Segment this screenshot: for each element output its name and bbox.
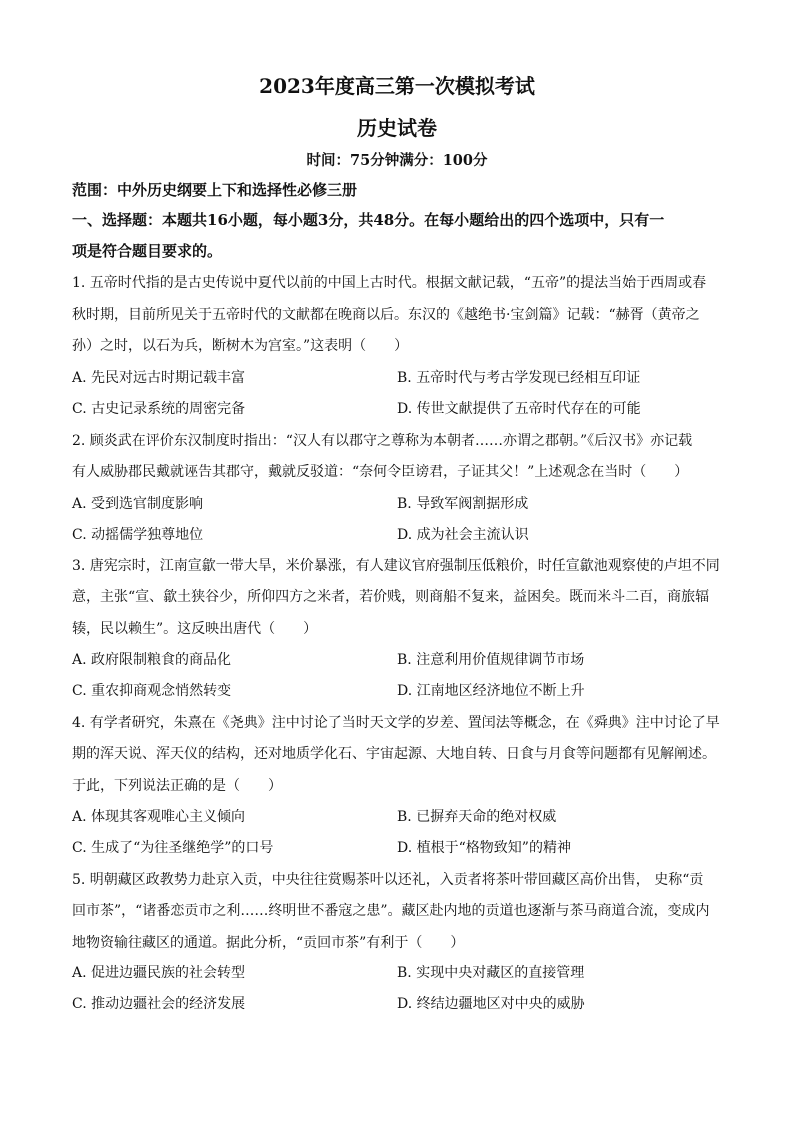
question-3-line-3: 辏，民以赖生”。这反映出唐代（ ） <box>72 621 318 637</box>
question-1-option-c: C. 古史记录系统的周密完备 <box>72 401 246 417</box>
question-1-line-1: 1. 五帝时代指的是古史传说中夏代以前的中国上古时代。根据文献记载，“五帝”的提法当始于西周或春 <box>72 275 707 291</box>
question-4-line-3: 于此，下列说法正确的是（ ） <box>72 778 282 794</box>
section-heading-line-2: 项是符合题目要求的。 <box>72 242 223 260</box>
question-2-option-a: A. 受到选官制度影响 <box>72 496 204 512</box>
question-3-option-a: A. 政府限制粮食的商品化 <box>72 652 232 668</box>
question-1-option-a: A. 先民对远古时期记载丰富 <box>72 370 246 386</box>
question-5-line-3: 地物资输往藏区的通道。据此分析，“贡回市茶”有利于（ ） <box>72 935 465 951</box>
question-4-option-a: A. 体现其客观唯心主义倾向 <box>72 809 246 825</box>
question-2-line-1: 2. 顾炎武在评价东汉制度时指出：“汉人有以郡守之尊称为本朝者……亦谓之郡朝。”《后汉书》亦记载 <box>72 433 693 449</box>
question-5-option-a: A. 促进边疆民族的社会转型 <box>72 965 246 981</box>
exam-scope: 范围：中外历史纲要上下和选择性必修三册 <box>72 181 358 199</box>
question-5-line-2: 回市茶”，“诸番恋贡市之利……终明世不番寇之患”。藏区赴内地的贡道也逐渐与茶马商道合流，变成内 <box>72 903 710 919</box>
question-3-option-c: C. 重农抑商观念悄然转变 <box>72 683 232 699</box>
question-1-line-2: 秋时期，目前所见关于五帝时代的文献都在晚商以后。东汉的《越绝书·宝剑篇》记载：“赫胥（黄帝之 <box>72 307 700 323</box>
question-1-option-d: D. 传世文献提供了五帝时代存在的可能 <box>397 401 641 417</box>
section-heading-line-1: 一、选择题：本题共16小题，每小题3分，共48分。在每小题给出的四个选项中，只有一 <box>72 211 665 229</box>
question-5-option-d: D. 终结边疆地区对中央的威胁 <box>397 996 585 1012</box>
question-5-line-1: 5. 明朝藏区政教势力赴京入贡，中央往往赏赐茶叶以还礼，入贡者将茶叶带回藏区高价出售， 史称“贡 <box>72 872 704 888</box>
exam-title: 2023年度高三第一次模拟考试 <box>259 74 535 98</box>
question-2-option-d: D. 成为社会主流认识 <box>397 527 529 543</box>
exam-subject: 历史试卷 <box>357 116 437 140</box>
question-1-option-b: B. 五帝时代与考古学发现已经相互印证 <box>397 370 641 386</box>
exam-meta: 时间：75分钟满分：100分 <box>306 152 488 169</box>
question-3-line-2: 意，主张“宣、歙土狭谷少，所仰四方之米者，若价贱，则商船不复来，益困矣。既而米斗二百，商旅辐 <box>72 589 710 605</box>
question-4-line-2: 期的浑天说、浑天仪的结构，还对地质学化石、宇宙起源、大地自转、日食与月食等问题都有见解阐述。 <box>72 746 716 762</box>
question-2-line-2: 有人威胁郡民戴就诬告其郡守，戴就反驳道：“奈何令臣谤君，子证其父！”上述观念在当时（ ） <box>72 464 689 480</box>
question-4-option-c: C. 生成了“为往圣继绝学”的口号 <box>72 840 274 856</box>
question-5-option-b: B. 实现中央对藏区的直接管理 <box>397 965 585 981</box>
question-4-option-b: B. 已摒弃天命的绝对权威 <box>397 809 557 825</box>
question-1-line-3: 孙）之时，以石为兵，断树木为宫室。”这表明（ ） <box>72 338 409 354</box>
question-3-option-b: B. 注意利用价值规律调节市场 <box>397 652 585 668</box>
question-2-option-c: C. 动摇儒学独尊地位 <box>72 527 204 543</box>
question-3-line-1: 3. 唐宪宗时，江南宣歙一带大旱，米价暴涨，有人建议官府强制压低粮价，时任宣歙池观察使的卢坦不同 <box>72 558 720 574</box>
question-4-option-d: D. 植根于“格物致知”的精神 <box>397 840 571 856</box>
question-3-option-d: D. 江南地区经济地位不断上升 <box>397 683 585 699</box>
question-2-option-b: B. 导致军阀割据形成 <box>397 496 529 512</box>
question-4-line-1: 4. 有学者研究，朱熹在《尧典》注中讨论了当时天文学的岁差、置闰法等概念，在《舜典》注中讨论了早 <box>72 715 720 731</box>
question-5-option-c: C. 推动边疆社会的经济发展 <box>72 996 246 1012</box>
